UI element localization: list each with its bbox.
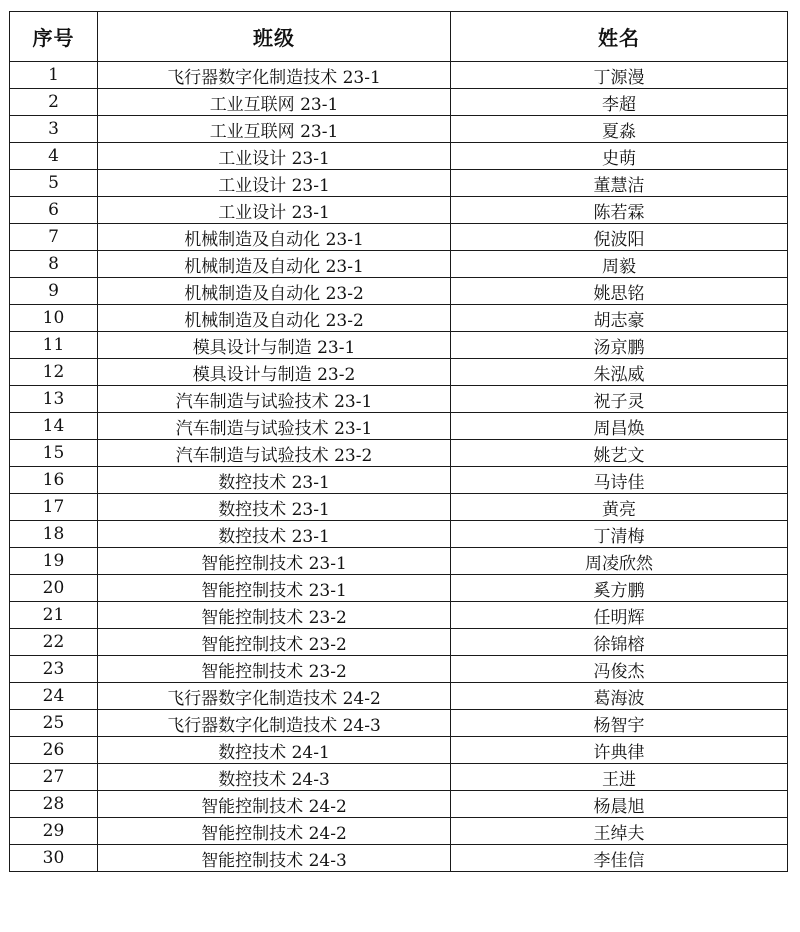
cell-class: 模具设计与制造 23-1: [98, 332, 451, 359]
cell-class: 智能控制技术 23-1: [98, 548, 451, 575]
table-row: [10, 656, 788, 683]
cell-no: 21: [10, 602, 98, 629]
cell-name: 史萌: [451, 143, 788, 170]
table-row: [10, 494, 788, 521]
header-name: 姓名: [451, 12, 788, 62]
table-row: [10, 170, 788, 197]
table-row: [10, 224, 788, 251]
table-row: [10, 683, 788, 710]
cell-no: 16: [10, 467, 98, 494]
cell-class: 汽车制造与试验技术 23-1: [98, 413, 451, 440]
cell-class: 工业设计 23-1: [98, 143, 451, 170]
table-row: [10, 521, 788, 548]
cell-no: 30: [10, 845, 98, 872]
cell-no: 17: [10, 494, 98, 521]
table-row: [10, 764, 788, 791]
cell-no: 2: [10, 89, 98, 116]
table-row: [10, 737, 788, 764]
cell-class: 飞行器数字化制造技术 24-3: [98, 710, 451, 737]
cell-no: 3: [10, 116, 98, 143]
table-row: [10, 386, 788, 413]
cell-no: 28: [10, 791, 98, 818]
cell-class: 数控技术 23-1: [98, 521, 451, 548]
cell-class: 汽车制造与试验技术 23-2: [98, 440, 451, 467]
cell-name: 周毅: [451, 251, 788, 278]
cell-name: 姚思铭: [451, 278, 788, 305]
cell-class: 数控技术 24-3: [98, 764, 451, 791]
table-row: [10, 197, 788, 224]
cell-class: 飞行器数字化制造技术 23-1: [98, 62, 451, 89]
cell-no: 6: [10, 197, 98, 224]
cell-class: 智能控制技术 24-2: [98, 791, 451, 818]
cell-name: 姚艺文: [451, 440, 788, 467]
header-row: [10, 12, 788, 62]
table-row: [10, 89, 788, 116]
cell-no: 23: [10, 656, 98, 683]
cell-class: 工业互联网 23-1: [98, 89, 451, 116]
table-row: [10, 467, 788, 494]
table-row: [10, 143, 788, 170]
cell-class: 机械制造及自动化 23-1: [98, 224, 451, 251]
student-roster-table: [9, 11, 788, 872]
cell-no: 24: [10, 683, 98, 710]
cell-class: 机械制造及自动化 23-1: [98, 251, 451, 278]
cell-class: 机械制造及自动化 23-2: [98, 278, 451, 305]
table-row: [10, 818, 788, 845]
cell-name: 李佳信: [451, 845, 788, 872]
table-row: [10, 845, 788, 872]
cell-class: 智能控制技术 23-2: [98, 602, 451, 629]
cell-name: 许典律: [451, 737, 788, 764]
cell-name: 李超: [451, 89, 788, 116]
cell-no: 4: [10, 143, 98, 170]
roster-sheet: [9, 11, 787, 872]
table-row: [10, 305, 788, 332]
table-row: [10, 116, 788, 143]
table-row: [10, 359, 788, 386]
table-row: [10, 575, 788, 602]
cell-name: 陈若霖: [451, 197, 788, 224]
table-row: [10, 791, 788, 818]
cell-class: 智能控制技术 23-2: [98, 629, 451, 656]
cell-no: 12: [10, 359, 98, 386]
cell-class: 工业设计 23-1: [98, 170, 451, 197]
header-no: 序号: [10, 12, 98, 62]
cell-name: 倪波阳: [451, 224, 788, 251]
cell-no: 8: [10, 251, 98, 278]
table-row: [10, 710, 788, 737]
cell-class: 模具设计与制造 23-2: [98, 359, 451, 386]
cell-class: 数控技术 24-1: [98, 737, 451, 764]
cell-class: 数控技术 23-1: [98, 494, 451, 521]
table-body: [10, 62, 788, 872]
cell-name: 夏淼: [451, 116, 788, 143]
cell-class: 汽车制造与试验技术 23-1: [98, 386, 451, 413]
cell-no: 29: [10, 818, 98, 845]
cell-name: 丁清梅: [451, 521, 788, 548]
cell-no: 9: [10, 278, 98, 305]
cell-name: 奚方鹏: [451, 575, 788, 602]
cell-name: 周昌焕: [451, 413, 788, 440]
cell-name: 王绰夫: [451, 818, 788, 845]
cell-no: 22: [10, 629, 98, 656]
cell-name: 王进: [451, 764, 788, 791]
cell-name: 胡志豪: [451, 305, 788, 332]
cell-class: 智能控制技术 24-3: [98, 845, 451, 872]
cell-no: 5: [10, 170, 98, 197]
cell-class: 工业互联网 23-1: [98, 116, 451, 143]
table-row: [10, 62, 788, 89]
cell-no: 7: [10, 224, 98, 251]
table-header: [10, 12, 788, 62]
cell-no: 13: [10, 386, 98, 413]
cell-name: 杨智宇: [451, 710, 788, 737]
cell-class: 智能控制技术 23-2: [98, 656, 451, 683]
cell-no: 26: [10, 737, 98, 764]
table-row: [10, 413, 788, 440]
cell-no: 11: [10, 332, 98, 359]
cell-no: 27: [10, 764, 98, 791]
cell-no: 25: [10, 710, 98, 737]
cell-no: 15: [10, 440, 98, 467]
cell-name: 董慧洁: [451, 170, 788, 197]
cell-class: 飞行器数字化制造技术 24-2: [98, 683, 451, 710]
cell-name: 丁源漫: [451, 62, 788, 89]
cell-name: 冯俊杰: [451, 656, 788, 683]
cell-class: 智能控制技术 24-2: [98, 818, 451, 845]
table-row: [10, 548, 788, 575]
cell-no: 19: [10, 548, 98, 575]
cell-class: 数控技术 23-1: [98, 467, 451, 494]
cell-no: 1: [10, 62, 98, 89]
cell-class: 智能控制技术 23-1: [98, 575, 451, 602]
cell-no: 14: [10, 413, 98, 440]
table-row: [10, 278, 788, 305]
cell-class: 机械制造及自动化 23-2: [98, 305, 451, 332]
table-row: [10, 440, 788, 467]
cell-no: 10: [10, 305, 98, 332]
cell-name: 黄亮: [451, 494, 788, 521]
cell-name: 葛海波: [451, 683, 788, 710]
cell-no: 18: [10, 521, 98, 548]
cell-name: 杨晨旭: [451, 791, 788, 818]
cell-class: 工业设计 23-1: [98, 197, 451, 224]
cell-name: 徐锦榕: [451, 629, 788, 656]
cell-name: 周凌欣然: [451, 548, 788, 575]
cell-name: 任明辉: [451, 602, 788, 629]
table-row: [10, 602, 788, 629]
cell-name: 马诗佳: [451, 467, 788, 494]
cell-no: 20: [10, 575, 98, 602]
header-class: 班级: [98, 12, 451, 62]
table-row: [10, 251, 788, 278]
cell-name: 祝子灵: [451, 386, 788, 413]
table-row: [10, 629, 788, 656]
table-row: [10, 332, 788, 359]
cell-name: 朱泓威: [451, 359, 788, 386]
cell-name: 汤京鹏: [451, 332, 788, 359]
